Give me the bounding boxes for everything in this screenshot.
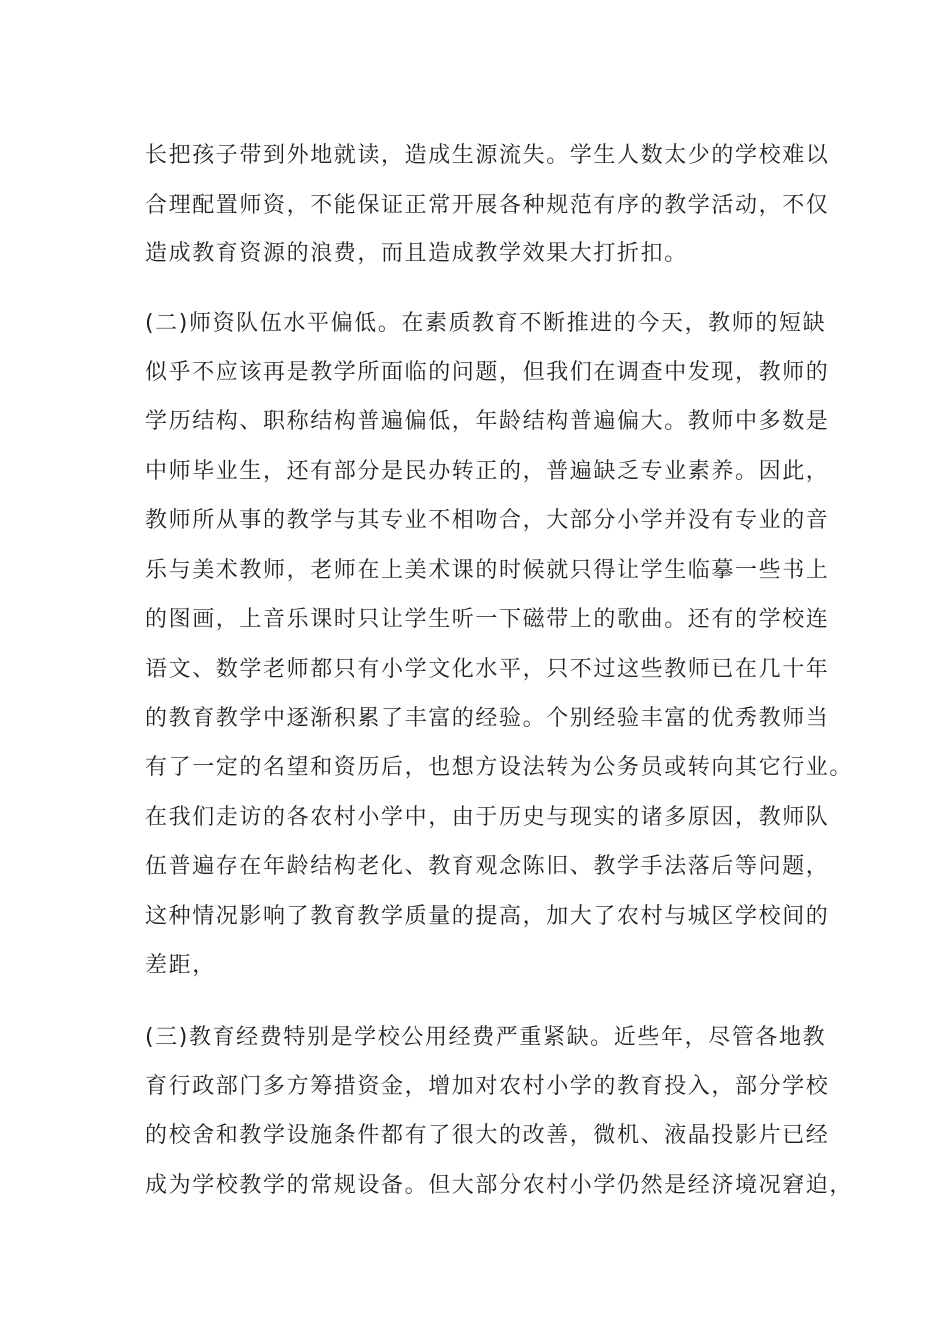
text-line: (二)师资队伍水平偏低。在素质教育不断推进的今天，教师的短缺 xyxy=(145,311,827,336)
text-line: 的教育教学中逐渐积累了丰富的经验。个别经验丰富的优秀教师当 xyxy=(145,706,830,731)
text-line: 似乎不应该再是教学所面临的问题，但我们在调查中发现，教师的 xyxy=(145,360,830,385)
text-line: (三)教育经费特别是学校公用经费严重紧缺。近些年，尽管各地教 xyxy=(145,1025,827,1050)
text-line: 成为学校教学的常规设备。但大部分农村小学仍然是经济境况窘迫， xyxy=(145,1173,854,1198)
text-line: 造成教育资源的浪费，而且造成教学效果大打折扣。 xyxy=(145,241,688,266)
text-line: 伍普遍存在年龄结构老化、教育观念陈旧、教学手法落后等问题， xyxy=(145,854,830,879)
text-line: 在我们走访的各农村小学中，由于历史与现实的诸多原因，教师队 xyxy=(145,805,830,830)
text-line: 差距， xyxy=(145,953,216,978)
text-line: 中师毕业生，还有部分是民办转正的，普遍缺乏专业素养。因此， xyxy=(145,459,830,484)
text-line: 育行政部门多方筹措资金，增加对农村小学的教育投入，部分学校 xyxy=(145,1074,830,1099)
text-line: 合理配置师资，不能保证正常开展各种规范有序的教学活动，不仅 xyxy=(145,193,830,218)
text-line: 乐与美术教师，老师在上美术课的时候就只得让学生临摹一些书上 xyxy=(145,558,830,583)
text-line: 学历结构、职称结构普遍偏低，年龄结构普遍偏大。教师中多数是 xyxy=(145,409,830,434)
text-line: 语文、数学老师都只有小学文化水平，只不过这些教师已在几十年 xyxy=(145,657,830,682)
text-line: 这种情况影响了教育教学质量的提高，加大了农村与城区学校间的 xyxy=(145,904,830,929)
text-line: 的图画，上音乐课时只让学生听一下磁带上的歌曲。还有的学校连 xyxy=(145,607,830,632)
text-line: 教师所从事的教学与其专业不相吻合，大部分小学并没有专业的音 xyxy=(145,508,830,533)
text-line: 长把孩子带到外地就读，造成生源流失。学生人数太少的学校难以 xyxy=(145,143,830,168)
text-line: 的校舍和教学设施条件都有了很大的改善，微机、液晶投影片已经 xyxy=(145,1123,830,1148)
text-line: 有了一定的名望和资历后，也想方设法转为公务员或转向其它行业。 xyxy=(145,755,854,780)
